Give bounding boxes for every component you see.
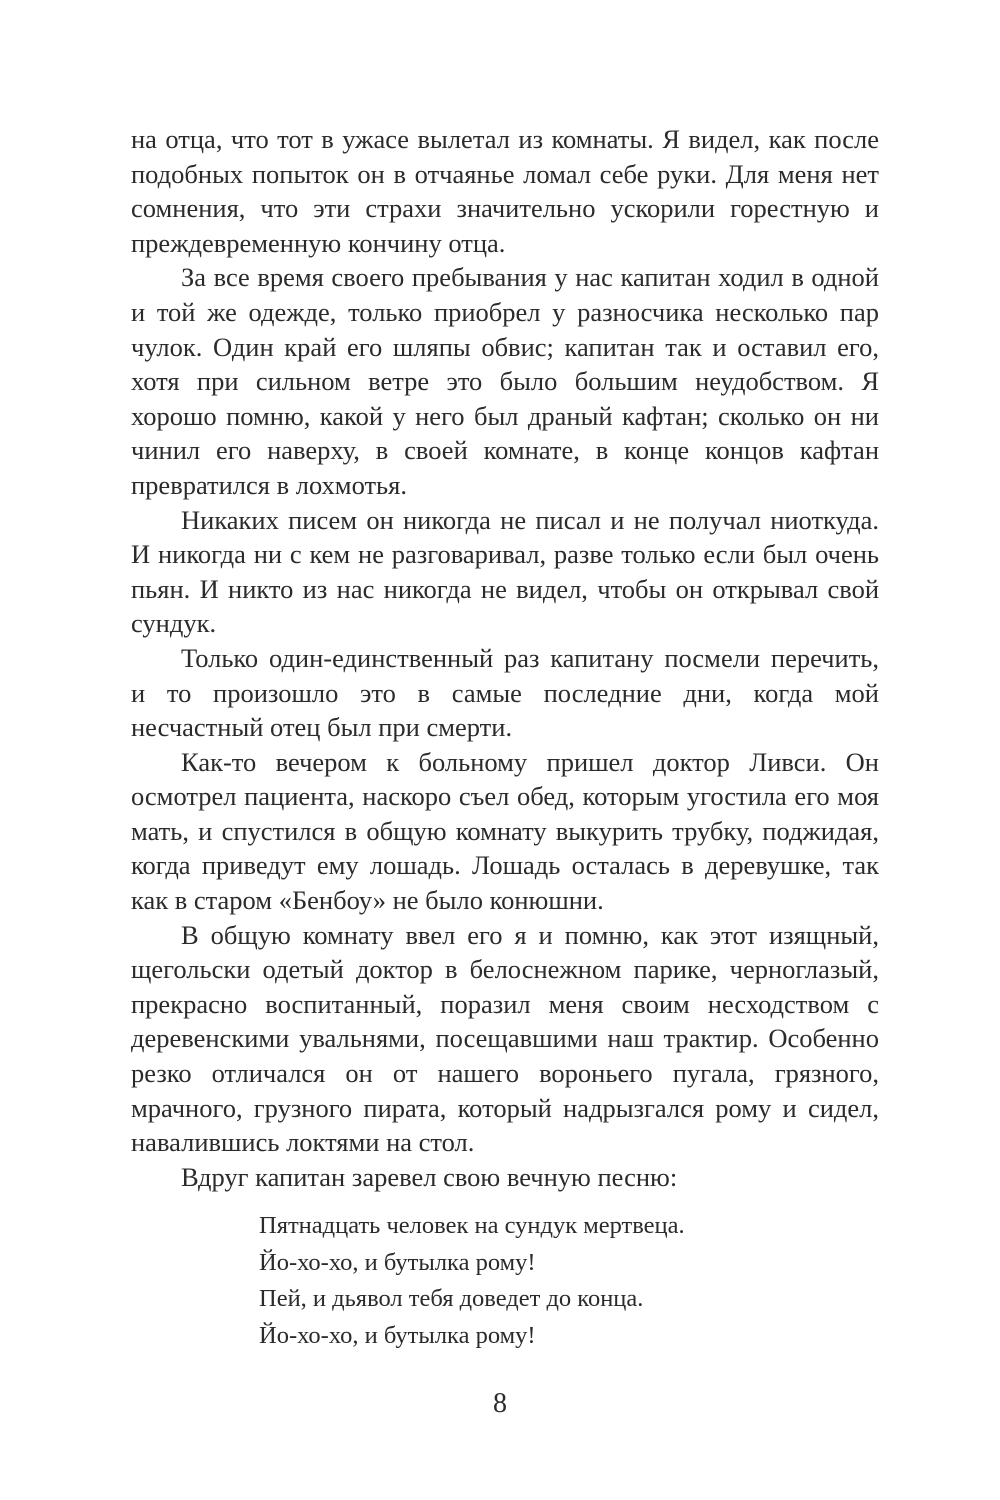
- paragraph-1: на отца, что тот в ужасе вылетал из комнаты. Я видел, как после подобных попыток он в отчаянье ломал себе руки. Для меня нет сомнения, что эти страхи значительно ускорили горестную и преждевременную кончину отца.: [131, 124, 879, 258]
- paragraph-5: Как-то вечером к больному пришел доктор Ливси. Он осмотрел пациента, наскоро съел обед, которым угостила его моя мать, и спустился в общую комнату выкурить трубку, поджидая, когда приведут ему лошадь. Лошадь осталась в деревушке, так как в старом «Бенбоу» не было конюшни.: [131, 746, 879, 916]
- verse-line-1: Пятнадцать человек на сундук мертвеца.: [259, 1212, 685, 1240]
- verse-line-2: Йо-хо-хо, и бутылка рому!: [259, 1248, 536, 1276]
- paragraph-3: Никаких писем он никогда не писал и не получал ниоткуда. И никогда ни с кем не разговаривал, разве только если был очень пьян. И никто из нас никогда не видел, чтобы он открывал свой сундук.: [131, 504, 879, 639]
- paragraph-4: Только один-единственный раз капитану посмели перечить, и то произошло это в самые последние дни, когда мой несчастный отец был при смерти.: [131, 642, 879, 743]
- verse-line-3: Пей, и дьявол тебя доведет до конца.: [259, 1285, 644, 1313]
- verse-line-4: Йо-хо-хо, и бутылка рому!: [259, 1321, 536, 1349]
- page-number: 8: [493, 1388, 507, 1419]
- paragraph-6: В общую комнату ввел его я и помню, как этот изящный, щегольски одетый доктор в белоснежном парике, черноглазый, прекрасно воспитанный, поразил меня своим несходством с деревенскими увальнями, посещавшими наш трактир. Особенно резко отличался он от нашего вороньего пугала, грязного, мрачного, грузного пирата, который надрызгался рому и сидел, навалившись локтями на стол.: [131, 919, 879, 1158]
- paragraph-7: Вдруг капитан заревел свою вечную песню:: [181, 1161, 678, 1192]
- page-body: [131, 122, 879, 1354]
- paragraph-2: За все время своего пребывания у нас капитан ходил в одной и той же одежде, только приобрел у разносчика несколько пар чулок. Один край его шляпы обвис; капитан так и оставил его, хотя при сильном ветре это было большим неудобством. Я хорошо помню, какой у него был драный кафтан; сколько он ни чинил его наверху, в своей комнате, в конце концов кафтан превратился в лохмотья.: [131, 262, 879, 500]
- song-verse: [259, 1208, 879, 1354]
